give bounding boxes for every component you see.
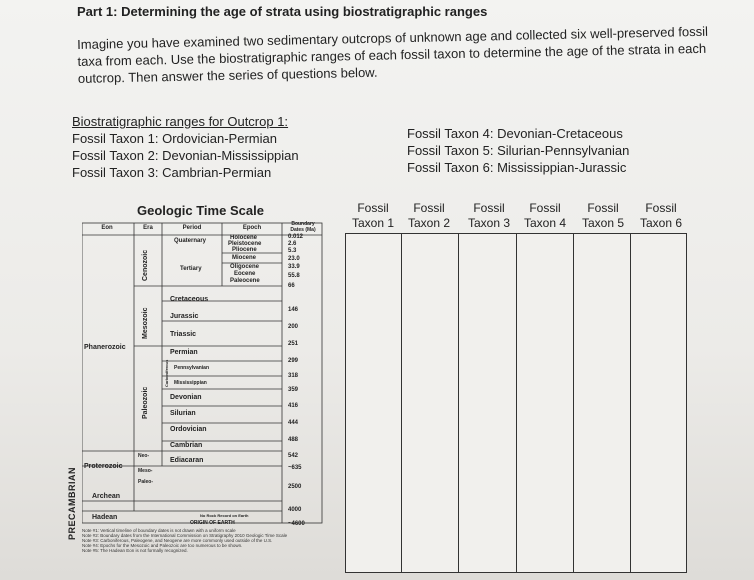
- range-taxon-5: Fossil Taxon 5: Silurian-Pennsylvanian: [407, 143, 630, 158]
- note-1: Note #1: Vertical timeline of boundary dates is not drawn with a uniform scale: [82, 528, 236, 533]
- range-taxon-4: Fossil Taxon 4: Devonian-Cretaceous: [407, 126, 623, 141]
- date-251: 251: [288, 341, 299, 347]
- header-period: Period: [182, 225, 202, 231]
- epoch-oligocene: Oligocene: [230, 264, 260, 270]
- period-mississippian: Mississippian: [174, 380, 207, 386]
- epoch-eocene: Eocene: [234, 271, 256, 277]
- era-mesozoic: Mesozoic: [142, 307, 149, 339]
- column-header-taxon-6: Fossil Taxon 6: [639, 201, 683, 230]
- column-header-taxon-4: Fossil Taxon 4: [523, 201, 567, 230]
- period-cretaceous: Cretaceous: [170, 296, 209, 303]
- period-quaternary: Quaternary: [174, 238, 207, 244]
- date-0-012: 0.012: [288, 234, 304, 240]
- column-header-taxon-1: Fossil Taxon 1: [351, 201, 395, 230]
- column-header-taxon-5: Fossil Taxon 5: [581, 201, 625, 230]
- ranges-title: Biostratigraphic ranges for Outcrop 1:: [72, 114, 289, 129]
- era-paleo: Paleo-: [138, 479, 154, 485]
- range-taxon-2: Fossil Taxon 2: Devonian-Mississippian: [72, 148, 299, 163]
- eon-phanerozoic: Phanerozoic: [84, 344, 126, 351]
- note-5: Note #5: The Hadean Eon is not formally recognized.: [82, 548, 188, 553]
- column-header-taxon-2: Fossil Taxon 2: [407, 201, 451, 230]
- period-silurian: Silurian: [170, 410, 196, 417]
- date-444: 444: [288, 420, 299, 426]
- header-dates: Boundary Dates (Ma): [290, 221, 316, 233]
- header-era: Era: [143, 225, 153, 231]
- no-rock-record: No Rock Record on Earth: [200, 513, 249, 518]
- precambrian-label: PRECAMBRIAN: [67, 467, 77, 540]
- date-2-6: 2.6: [288, 241, 297, 247]
- date-359: 359: [288, 387, 299, 393]
- epoch-holocene: Holocene: [230, 235, 258, 241]
- period-tertiary: Tertiary: [180, 266, 202, 272]
- time-scale-grid: [82, 201, 342, 531]
- taxon-2-range-column[interactable]: [401, 233, 459, 573]
- date-66: 66: [288, 283, 295, 289]
- range-taxon-3: Fossil Taxon 3: Cambrian-Permian: [72, 165, 272, 180]
- taxon-3-range-column[interactable]: [458, 233, 517, 573]
- taxon-5-range-column[interactable]: [573, 233, 631, 573]
- range-taxon-6: Fossil Taxon 6: Mississippian-Jurassic: [407, 160, 627, 175]
- epoch-paleocene: Paleocene: [230, 278, 260, 284]
- time-scale-title: Geologic Time Scale: [137, 203, 264, 218]
- date-200: 200: [288, 324, 299, 330]
- eon-archean: Archean: [92, 493, 121, 500]
- date-635: ~635: [288, 465, 302, 471]
- date-2500: 2500: [288, 484, 302, 490]
- epoch-pleistocene: Pleistocene: [228, 241, 262, 247]
- taxon-4-range-column[interactable]: [516, 233, 574, 573]
- date-416: 416: [288, 403, 299, 409]
- note-4: Note #4: Epochs for the Mesozoic and Paleozoic are too numerous to be shown.: [82, 543, 243, 548]
- period-jurassic: Jurassic: [170, 313, 199, 320]
- taxon-1-range-column[interactable]: [345, 233, 402, 573]
- taxon-6-range-column[interactable]: [630, 233, 687, 573]
- date-55-8: 55.8: [288, 273, 300, 279]
- epoch-miocene: Miocene: [232, 255, 257, 261]
- date-488: 488: [288, 437, 299, 443]
- date-4600: ~4600: [288, 521, 305, 527]
- column-header-taxon-3: Fossil Taxon 3: [467, 201, 511, 230]
- date-5-3: 5.3: [288, 248, 297, 254]
- epoch-pliocene: Pliocene: [232, 247, 257, 253]
- period-devonian: Devonian: [170, 394, 202, 401]
- era-neo: Neo-: [138, 453, 150, 459]
- date-23: 23.0: [288, 256, 300, 262]
- period-ediacaran: Ediacaran: [170, 457, 204, 464]
- period-cambrian: Cambrian: [170, 442, 203, 449]
- period-permian: Permian: [170, 349, 198, 356]
- period-pennsylvanian: Pennsylvanian: [174, 365, 210, 371]
- period-carboniferous: Carboniferous: [164, 359, 169, 387]
- era-paleozoic: Paleozoic: [142, 386, 149, 419]
- range-taxon-1: Fossil Taxon 1: Ordovician-Permian: [72, 131, 277, 146]
- era-meso: Meso-: [138, 468, 153, 474]
- era-cenozoic: Cenozoic: [142, 249, 149, 281]
- eon-hadean: Hadean: [92, 514, 118, 521]
- header-eon: Eon: [101, 225, 113, 231]
- time-scale-notes: [82, 528, 287, 553]
- period-triassic: Triassic: [170, 331, 197, 338]
- fossil-taxon-columns: [345, 201, 689, 573]
- header-epoch: Epoch: [242, 225, 262, 231]
- date-299: 299: [288, 358, 299, 364]
- part-heading: Part 1: Determining the age of strata using biostratigraphic ranges: [77, 4, 488, 19]
- geologic-time-scale: [82, 201, 342, 531]
- note-3: Note #3: Carboniferous, Paleogene, and Neogene are more commonly used outside of the U.S.: [82, 538, 273, 543]
- date-33-9: 33.9: [288, 264, 300, 270]
- eon-proterozoic: Proterozoic: [84, 463, 123, 470]
- origin-of-earth: ORIGIN OF EARTH: [190, 520, 235, 526]
- date-318: 318: [288, 373, 299, 379]
- date-146: 146: [288, 307, 299, 313]
- period-ordovician: Ordovician: [170, 426, 207, 433]
- date-542: 542: [288, 453, 299, 459]
- intro-paragraph: Imagine you have examined two sedimentary outcrops of unknown age and collected six well-preserved fossil taxa from each. Use the biostratigraphic ranges of each fossil taxon to determine the age of the strata in each outcrop. Then answer the series of questions below.: [77, 23, 709, 86]
- note-2: Note #2: Boundary dates from the International Commission on Stratigraphy 2010 Geologic Time Scale: [82, 533, 288, 538]
- date-4000: 4000: [288, 507, 302, 513]
